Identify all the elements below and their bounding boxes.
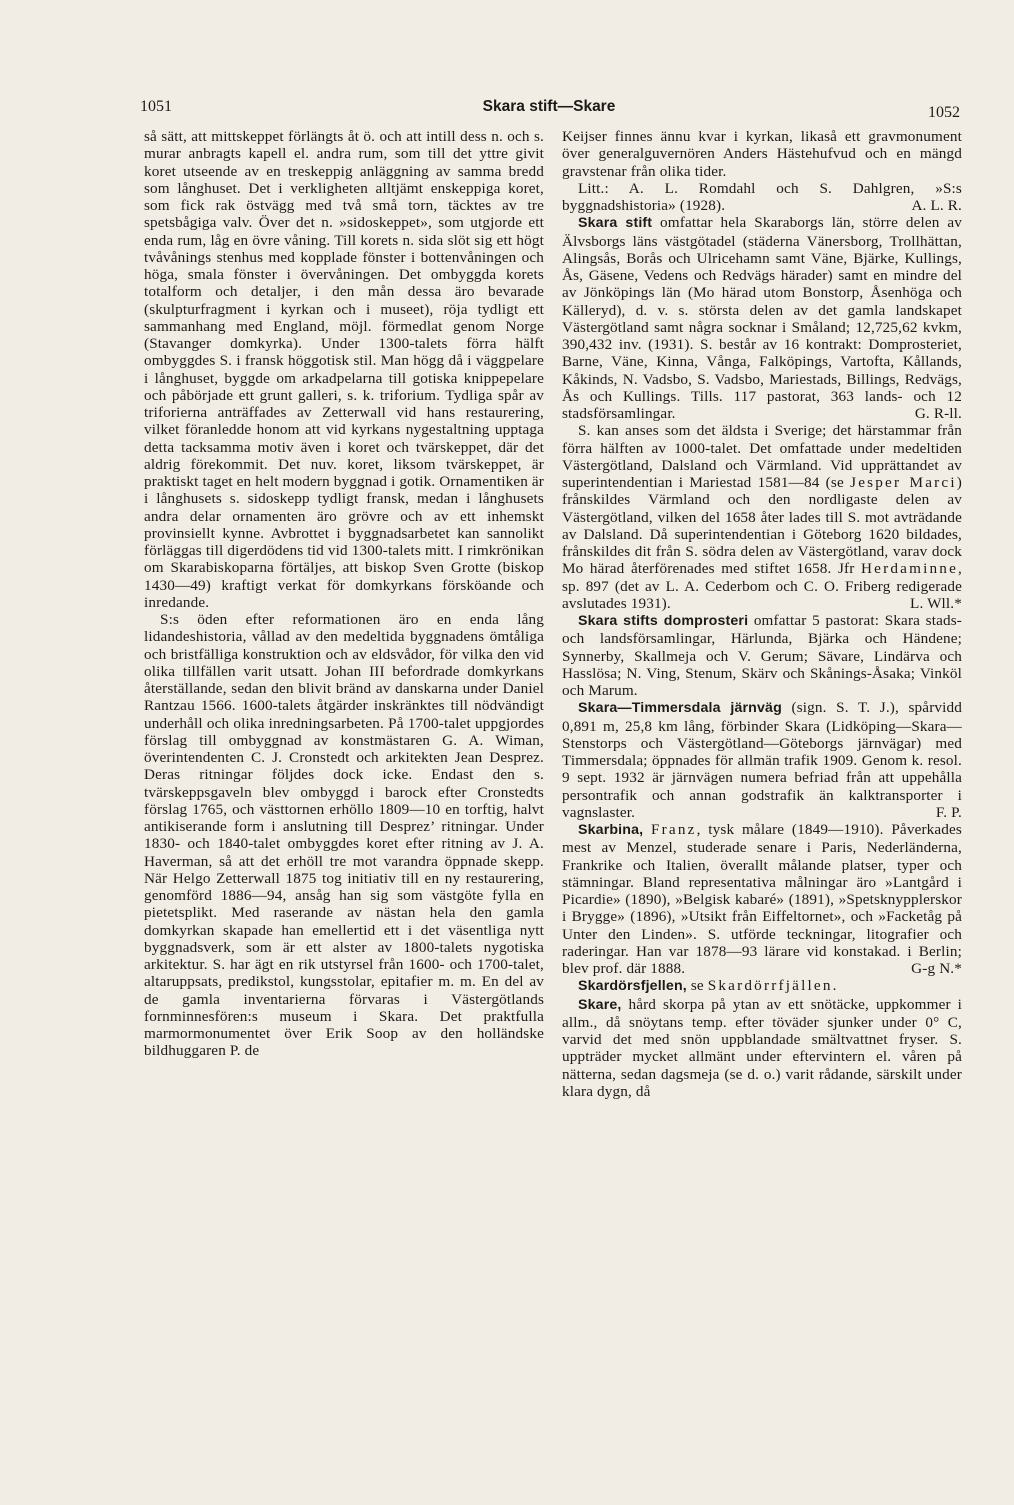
- left-column: [144, 128, 544, 1060]
- entry-headword: Skardörsfjellen,: [578, 978, 687, 995]
- entry-text: .: [832, 977, 837, 995]
- author-signature: F. P.: [935, 803, 962, 821]
- author-signature: A. L. R.: [911, 197, 962, 214]
- entry-text: , sp. 897 (det av L. A. Cederbom och C. O. Friberg redigerade avslutades 1931).: [562, 560, 962, 612]
- author-signature: G-g N.*: [911, 960, 962, 977]
- entry-skarbina: [562, 821, 962, 977]
- literature-text: Litt.: A. L. Romdahl och S. Dahlgren, »S:s byggnadshistoria» (1928).: [562, 179, 962, 214]
- cross-reference: Herdaminne: [860, 560, 959, 578]
- entry-headword: Skara stifts domprosteri: [578, 613, 749, 629]
- page-header: [136, 96, 962, 126]
- entry-headword: Skarbina,: [578, 822, 644, 838]
- entry-timmersdala-jarnvag: [562, 699, 962, 821]
- cross-reference: Jesper Marci: [850, 474, 957, 491]
- entry-text: (sign. S. T. J.), spårvidd 0,891 m, 25,8 km lång, förbinder Skara (Lidköping—Skara—Stenstorps och Västergötland—Göteborgs järnvägar) med Timmersdala; öppnades för allmän trafik 1909. Genom k. resol. 9 sept. 1932 är järnvägen numera befriad från att uppehålla persontrafik och annan godstrafik än kalktransporter i vagnslaster.: [562, 699, 963, 821]
- entry-text: ) frånskildes Värmland och den nordligaste delen av Västergötland, vilken del 1658 åter lades till S. mot avträdande av Dalsland. Då superintendentian i Göteborg 1620 bildades, frånskildes dit från S. södra delen av Västergötland, varav dock Mo härad återförenades med stiftet 1658. Jfr: [562, 474, 962, 578]
- entry-text: omfattar 5 pastorat: Skara stads- och landsförsamlingar, Härlunda, Bjärka och Händene; Synnerby, Skallmeja och V. Gerum; Sävare, Lindärva och Hasslösa; N. Ving, Stenum, Skärv och Skånings-Åsaka; Vinköl och Marum.: [562, 612, 963, 699]
- cross-reference: Skardörrfjällen: [707, 977, 833, 995]
- paragraph: så sätt, att mittskeppet förlängts åt ö. och att intill dess n. och s. murar anbragts kapell el. andra rum, som till det yttre givit koret utseende av en treskeppig anläggning av samma bredd som långhuset. Det i verkligheten alltjämt enskeppiga koret, som fick rak östvägg med två små torn, täcktes av tre spetsbågiga valv. Över det n. »sidoskeppet», som utgjorde ett enda rum, låg en övre våning. Till korets n. sida slöt sig ett högt tvåvånings stenhus med kopplade fönster i bottenvåningen och höga, smala fönster i övervåningen. Det ombyggda korets totalform och detaljer, i den mån dessa äro bevarade (skulpturfragment i kyrkan och i museet), röja tydligt ett sammanhang med England, möjl. förmedlat genom Norge (Stavanger domkyrka). Under 1300-talets förra hälft ombyggdes S. i fransk höggotisk stil. Man högg då i väggpelare i långhuset, byggde om arkadpelarna till gotiska knippepelare och påbörjade ett grunt galleri, s. k. triforium. Tydliga spår av triforierna anträffades av Zetterwall vid hans restaurering, vilket föranledde honom att vid kyrkans nygestaltning upptaga detta tacksamma motiv även i koret och tvärskeppet, där det aldrig förekommit. Det nuv. koret, liksom tvärskeppet, är praktiskt taget en helt modern byggnad i gotik. Ornamentiken är i långhusets s. sidoskepp tydligt fransk, medan i långhusets andra delar ornamenten äro grövre och av ett inhemskt provinsiellt kynne. Avbrottet i byggnadsarbetet kan sannolikt förläggas till digerdödens tid vid 1300-talets mitt. I rimkrönikan om Skarabiskoparna förtäljes, att biskop Sven Grotte (biskop 1430—49) kraftigt verkat för domkyrkans försköande och inredande.: [144, 128, 545, 611]
- literature-reference: [562, 180, 962, 215]
- entry-headword: Skara stift: [578, 215, 653, 232]
- entry-text: se: [690, 977, 704, 995]
- entry-skara-stift: [562, 214, 962, 422]
- entry-text: , tysk målare (1849—1910). Påverkades mest av Menzel, studerade senare i Paris, Nederländerna, Frankrike och Italien, överallt målande platser, typer och stämningar. Bland representativa målningar äro »Lantgård i Picardie» (1890), »Belgisk kabaré» (1891), »Spetsknypplerskor i Brygge» (1896), »Utsikt från Eiffeltornet», och »Facketåg på Unter den Linden». S. utförde teckningar, litografier och raderingar. Han var 1878—93 lärare vid konstakad. i Berlin; blev prof. där 1888.: [562, 821, 962, 977]
- entry-skare: [562, 996, 962, 1101]
- entry-headword: Skara—Timmersdala järnväg: [578, 700, 782, 717]
- paragraph: S:s öden efter reformationen äro en enda lång lidandeshistoria, vållad av den medeltida byggnadens ömtåliga och bristfälliga konstruktion och av eldsvådor, för vilka den vid olika tillfällen varit utsatt. Johan III befordrade domkyrkans återställande, sedan den blivit bränd av danskarna under Daniel Rantzau 1566. 1600-talets åtgärder inskränktes till nödvändigt underhåll och olika inredningsarbeten. På 1700-talet uppgjordes förslag till ombyggnad av konstmästaren G. A. Wiman, överintendenten C. J. Cronstedt och arkitekten Jean Desprez. Deras ritningar följdes dock icke. Endast den s. tvärskeppsgaveln blev ombyggd i barock efter Cronstedts förslag 1765, och västtornen erhöllo 1809—10 en torftig, halvt antikiserande form i anslutning till Desprez’ ritningar. Under 1830- och 1840-talet ombyggdes koret efter ritning av J. A. Haverman, så att det erhöll tre mot varandra öppnade skepp. När Helgo Zetterwall 1875 tog initiativ till en ny restaurering, genomförd 1886—94, ansåg han sig som västgöte fylla en pietetsplikt. Med raserande av nästan hela den gamla domkyrkan skapade han emellertid ett i det väsentliga nytt byggnadsverk, som är ett alster av 1800-talets nygotiska arkitektur. S. har ägt en rik utstyrsel från 1600- och 1700-talet, altaruppsats, predikstol, kungsstolar, epitafier m. m. En del av de gamla inventarierna förvaras i Västergötlands fornminnesfören:s museum i Skara. Det praktfulla marmormonumentet över Erik Soop av den holländske bildhuggaren P. de: [144, 611, 544, 1060]
- entry-skardorsfjellen: [562, 977, 962, 995]
- running-title: Skara stift—Skare: [482, 98, 616, 115]
- entry-domprosteri: [562, 612, 962, 699]
- author-signature: L. Wll.*: [910, 594, 962, 612]
- paragraph: Keijser finnes ännu kvar i kyrkan, likaså ett gravmonument över generalguvernören Anders Hästehufvud och en mängd gravstenar från olika tider.: [562, 128, 962, 180]
- page-number-right: 1052: [928, 104, 960, 121]
- entry-text: hård skorpa på ytan av ett snötäcke, uppkommer i allm., då snöytans temp. efter töväder sjunker under 0° C, varvid det med snön uppblandade smältvattnet fryser. S. uppträder mycket allmänt under eftervintern el. våren på nätterna, sedan dagsmeja (se d. o.) varit rådande, särskilt under klara dygn, då: [562, 995, 963, 1100]
- right-column: [562, 128, 962, 1100]
- entry-text: S. kan anses som det äldsta i Sverige; det härstammar från förra hälften av 1000-talet. Det omfattade under medeltiden Västergötland, Dalsland och Värmland. Vid upprättandet av superintendentian i Mariestad 1581—84 (se: [562, 422, 962, 491]
- page-number-left: 1051: [140, 98, 172, 115]
- entry-forename: Franz: [651, 821, 697, 838]
- entry-text: omfattar hela Skaraborgs län, större delen av Älvsborgs läns västgötadel (städerna Vänersborg, Trollhättan, Alingsås, Borås och Ulricehamn samt Väne, Bjärke, Kullings, Ås, Gäsene, Vedens och Redvägs härader) samt en mindre del av Jönköpings län (Mo härad utom Bonstorp, Åsenhöga och Källeryd), d. v. s. största delen av det gamla landskapet Västergötland samt några socknar i Småland; 12,725,62 kvkm, 390,432 inv. (1931). S. består av 16 kontrakt: Domprosteriet, Barne, Väne, Kinna, Vånga, Falköpings, Vartofta, Kållands, Kåkinds, N. Vadsbo, S. Vadsbo, Mariestads, Billings, Redvägs, Ås och Kullings. Tills. 117 pastorat, 363 lands- och 12 stadsförsamlingar.: [562, 214, 962, 422]
- author-signature: G. R-ll.: [914, 405, 962, 422]
- entry-headword: Skare,: [578, 996, 622, 1013]
- entry-skara-stift-history: [562, 422, 962, 612]
